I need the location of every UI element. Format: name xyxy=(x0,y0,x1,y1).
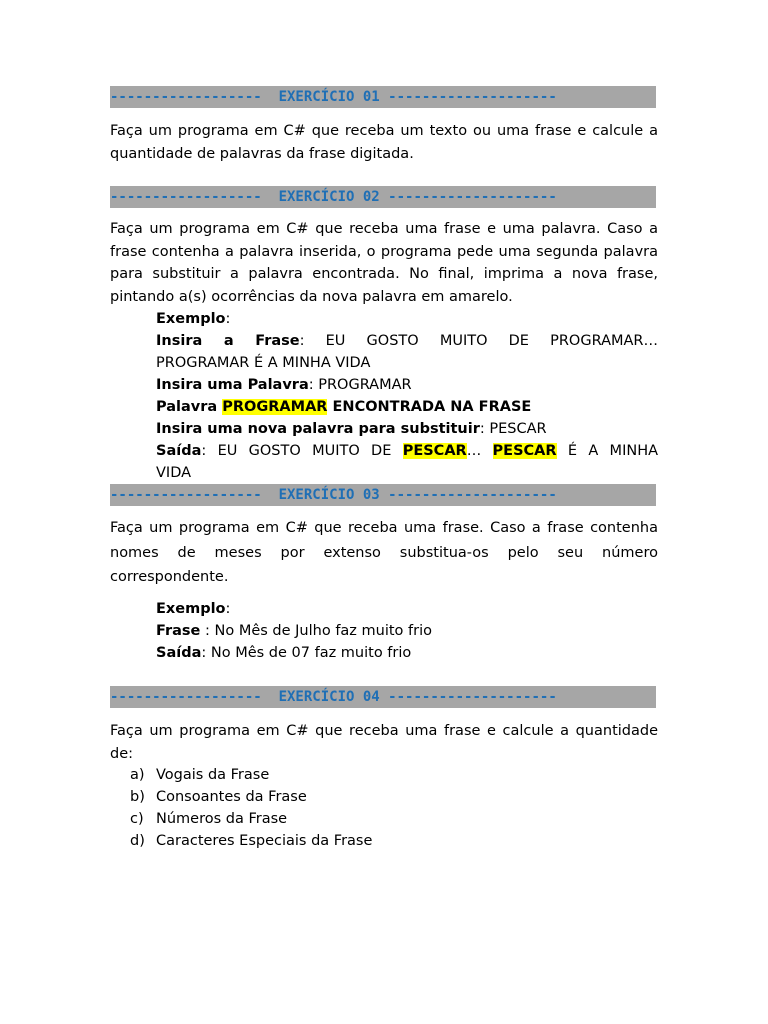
list-marker: d) xyxy=(130,833,145,849)
exercise-03-text: Faça um programa em C# que receba uma frase. Caso a frase contenha nomes de meses por extenso substitua-os pelo seu número correspondente. xyxy=(110,520,658,585)
exercise-02-text: Faça um programa em C# que receba uma frase e uma palavra. Caso a frase contenha a palavra inserida, o programa pede uma segunda palavra para substituir a palavra encontrada. No final, imprima a nova frase, pintando a(s) ocorrências da nova palavra em amarelo. xyxy=(110,221,658,305)
exercise-03-header xyxy=(110,484,656,506)
header-dashes-right: -------------------- xyxy=(388,487,557,503)
list-marker: a) xyxy=(130,767,145,783)
exercise-02-example xyxy=(156,308,658,484)
header-title: EXERCÍCIO 04 xyxy=(278,689,380,705)
example-colon: : xyxy=(225,311,231,327)
header-dashes-left: ------------------ xyxy=(110,689,262,705)
header-dashes-right: -------------------- xyxy=(388,189,557,205)
list-marker: c) xyxy=(130,811,144,827)
exercise-04-list xyxy=(130,764,650,852)
example-new-line xyxy=(156,418,658,440)
list-item xyxy=(130,830,650,852)
header-title: EXERCÍCIO 03 xyxy=(278,487,380,503)
header-title: EXERCÍCIO 01 xyxy=(278,89,380,105)
example-found-line xyxy=(156,396,658,418)
example-phrase-line xyxy=(156,620,658,642)
header-dashes-right: -------------------- xyxy=(388,89,557,105)
output-value-1: : EU GOSTO MUITO DE xyxy=(201,443,392,459)
example-phrase-line xyxy=(156,330,658,352)
exercise-04-header xyxy=(110,686,656,708)
output-highlight-2: PESCAR xyxy=(492,443,557,459)
example-output-line xyxy=(156,440,658,462)
example-title: Exemplo xyxy=(156,311,226,327)
list-item xyxy=(130,764,650,786)
found-prefix: Palavra xyxy=(156,399,218,415)
list-item xyxy=(130,786,650,808)
output-ellipsis: … xyxy=(466,443,482,459)
example-title-line xyxy=(156,598,658,620)
word-label: Insira uma Palavra xyxy=(156,377,309,393)
found-word-highlight: PROGRAMAR xyxy=(222,399,328,415)
example-title: Exemplo xyxy=(156,601,226,617)
exercise-02-header xyxy=(110,186,656,208)
phrase-label: Frase xyxy=(156,623,201,639)
header-dashes-right: -------------------- xyxy=(388,689,557,705)
output-highlight-1: PESCAR xyxy=(402,443,467,459)
exercise-01-header xyxy=(110,86,656,108)
output-value-2: É A MINHA xyxy=(567,443,659,459)
header-dashes-left: ------------------ xyxy=(110,189,262,205)
example-word-line xyxy=(156,374,658,396)
exercise-01-text: Faça um programa em C# que receba um texto ou uma frase e calcule a quantidade de palavras da frase digitada. xyxy=(110,123,658,162)
example-phrase-cont: PROGRAMAR É A MINHA VIDA xyxy=(156,355,371,371)
exercise-03-example xyxy=(156,598,658,664)
list-item-label: Vogais da Frase xyxy=(156,767,270,783)
new-word-value: : PESCAR xyxy=(479,421,547,437)
example-title-line xyxy=(156,308,658,330)
header-title: EXERCÍCIO 02 xyxy=(278,189,380,205)
phrase-value: : EU GOSTO MUITO DE PROGRAMAR… xyxy=(299,333,658,349)
header-dashes-left: ------------------ xyxy=(110,487,262,503)
exercise-04-text: Faça um programa em C# que receba uma frase e calcule a quantidade de: xyxy=(110,723,658,762)
found-suffix: ENCONTRADA NA FRASE xyxy=(332,399,532,415)
list-item-label: Caracteres Especiais da Frase xyxy=(156,833,373,849)
header-dashes-left: ------------------ xyxy=(110,89,262,105)
output-label: Saída xyxy=(156,645,202,661)
output-value: : No Mês de 07 faz muito frio xyxy=(201,645,412,661)
example-colon: : xyxy=(225,601,231,617)
phrase-label: Insira a Frase xyxy=(156,333,300,349)
word-value: : PROGRAMAR xyxy=(308,377,412,393)
output-label: Saída xyxy=(156,443,202,459)
example-output-line xyxy=(156,642,658,664)
list-marker: b) xyxy=(130,789,145,805)
list-item-label: Números da Frase xyxy=(156,811,288,827)
new-word-label: Insira uma nova palavra para substituir xyxy=(156,421,480,437)
example-output-cont: VIDA xyxy=(156,465,192,481)
list-item xyxy=(130,808,650,830)
phrase-value: : No Mês de Julho faz muito frio xyxy=(200,623,433,639)
list-item-label: Consoantes da Frase xyxy=(156,789,307,805)
